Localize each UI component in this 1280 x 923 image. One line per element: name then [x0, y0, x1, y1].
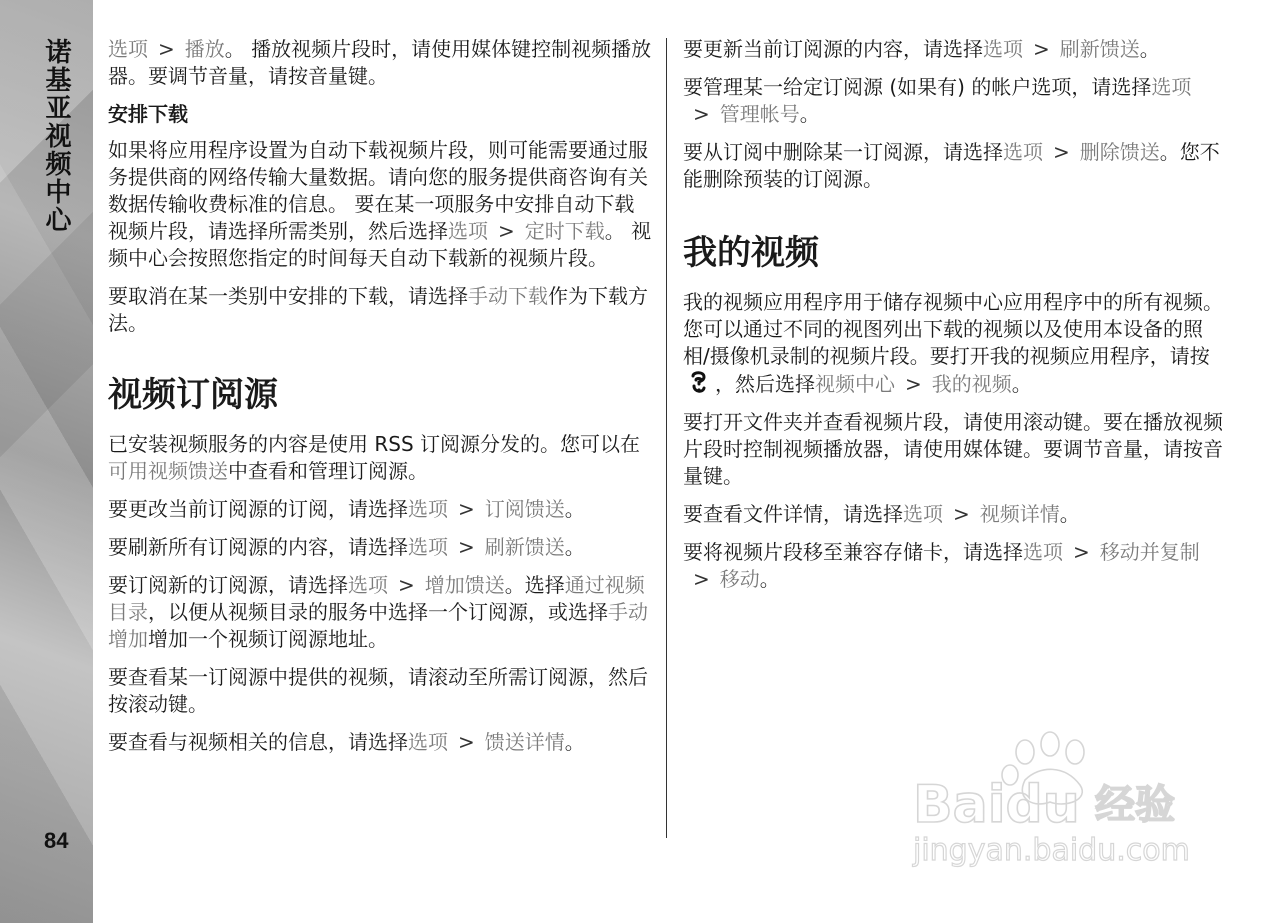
paragraph-text: 。 [799, 102, 820, 126]
menu-path-options: 选项 [408, 497, 448, 521]
menu-path-options: 选项 [448, 219, 488, 243]
paragraph-text: 如果将应用程序设置为自动下载视频片段，则可能需要通过服务提供商的网络传输大量数据。请向您的服务提供商咨询有关数据传输收费标准的信息。 要在某一项服务中安排自动下载视频片段，请选择所需类别，然后选择 [108, 138, 648, 243]
paragraph-text: 。您不能删除预装的订阅源。 [683, 140, 1220, 191]
paragraph-text: 。选择 [504, 573, 565, 597]
path-separator: > [398, 573, 415, 597]
path-separator: > [905, 372, 922, 396]
paragraph-text: 。 [1059, 502, 1080, 526]
sidebar-band [0, 0, 93, 923]
menu-path-available-feeds: 可用视频馈送 [108, 459, 228, 483]
paragraph-text: 已安装视频服务的内容是使用 RSS 订阅源分发的。您可以在 [108, 432, 641, 456]
paragraph-change-subscription [108, 496, 653, 523]
section-heading-schedule: 安排下载 [108, 102, 188, 126]
baidu-watermark [905, 730, 1205, 880]
menu-path-options: 选项 [408, 730, 448, 754]
watermark-url: jingyan.baidu.com [913, 833, 1190, 868]
menu-path-options: 选项 [903, 502, 943, 526]
paragraph-text: 中查看和管理订阅源。 [228, 459, 428, 483]
path-separator: > [1033, 37, 1050, 61]
paragraph-text: 要更新当前订阅源的内容，请选择 [683, 37, 983, 61]
menu-path-my-videos: 我的视频 [931, 372, 1012, 396]
watermark-brand: Baidu [913, 775, 1080, 835]
page-number: 84 [44, 828, 69, 853]
paragraph-text: 。 [564, 535, 585, 559]
paragraph-refresh-all [108, 534, 653, 561]
paragraph-text: 。 视频中心会按照您指定的时间每天自动下载新的视频片段。 [108, 219, 652, 270]
paragraph-update-feed [683, 36, 1228, 63]
paragraph-text: 增加一个视频订阅源地址。 [148, 627, 388, 651]
paragraph-delete-feed [683, 139, 1228, 193]
path-separator: > [953, 502, 970, 526]
paragraph-play [108, 36, 653, 90]
menu-path-options: 选项 [408, 535, 448, 559]
menu-path-options: 选项 [108, 37, 148, 61]
menu-path-delete-feed: 删除馈送 [1079, 140, 1160, 164]
path-separator: > [458, 535, 475, 559]
menu-path-video-center: 视频中心 [815, 372, 895, 396]
paragraph-text: 。 [1011, 372, 1032, 396]
path-separator: > [458, 497, 475, 521]
menu-path-video-details: 视频详情 [979, 502, 1060, 526]
paragraph-text: 。 播放视频片段时，请使用媒体键控制视频播放器。要调节音量，请按音量键。 [108, 37, 652, 88]
menu-path-move: 移动 [719, 567, 760, 591]
paragraph-open-folder: 要打开文件夹并查看视频片段，请使用滚动键。要在播放视频片段时控制视频播放器，请使用媒体键。要调节音量，请按音量键。 [683, 410, 1223, 488]
path-separator: > [158, 37, 175, 61]
path-separator: > [1053, 140, 1070, 164]
paragraph-text: 。 [759, 567, 780, 591]
path-separator: > [693, 567, 710, 591]
section-heading-my-videos: 我的视频 [683, 233, 819, 273]
paragraph-move-to-card [683, 539, 1228, 593]
paragraph-text: 我的视频应用程序用于储存视频中心应用程序中的所有视频。您可以通过不同的视图列出下载的视频以及使用本设备的照相/摄像机录制的视频片段。要打开我的视频应用程序，请按 [683, 290, 1223, 368]
menu-path-options: 选项 [1151, 75, 1192, 99]
paragraph-text: 要查看与视频相关的信息，请选择 [108, 730, 408, 754]
paragraph-my-videos-intro [683, 289, 1228, 398]
menu-path-manual-add: 手动增加 [108, 600, 648, 651]
paragraph-schedule [108, 137, 653, 272]
menu-path-feed-details: 馈送详情 [484, 730, 565, 754]
paragraph-text: 。 [1139, 37, 1160, 61]
left-column [108, 36, 653, 767]
menu-path-play: 播放 [184, 37, 225, 61]
paragraph-video-info [108, 729, 653, 756]
paragraph-text: 要管理某一给定订阅源 (如果有) 的帐户选项，请选择 [683, 75, 1152, 99]
paragraph-text: 要订阅新的订阅源，请选择 [108, 573, 348, 597]
paragraph-text: 要更改当前订阅源的订阅，请选择 [108, 497, 408, 521]
menu-path-subscribe-feed: 订阅馈送 [484, 497, 565, 521]
menu-path-refresh-feed: 刷新馈送 [484, 535, 565, 559]
section-heading-feeds: 视频订阅源 [108, 375, 278, 415]
menu-path-move-copy: 移动并复制 [1099, 540, 1200, 564]
menu-path-options: 选项 [1003, 140, 1043, 164]
paragraph-file-details [683, 501, 1228, 528]
paragraph-text: 作为下载方法。 [108, 284, 648, 335]
menu-path-manage-account: 管理帐号 [719, 102, 800, 126]
menu-path-add-feed: 增加馈送 [424, 573, 505, 597]
paragraph-text: 要将视频片段移至兼容存储卡，请选择 [683, 540, 1023, 564]
path-separator: > [498, 219, 515, 243]
right-column [683, 36, 1228, 604]
paragraph-text: 要取消在某一类别中安排的下载，请选择 [108, 284, 468, 308]
menu-path-refresh-feed: 刷新馈送 [1059, 37, 1140, 61]
paragraph-text: 。 [564, 730, 585, 754]
menu-key-icon [689, 370, 709, 396]
paragraph-text: 要从订阅中删除某一订阅源，请选择 [683, 140, 1003, 164]
watermark-cn: 经验 [1095, 782, 1175, 828]
paragraph-feeds-intro [108, 431, 653, 485]
paragraph-view-feed: 要查看某一订阅源中提供的视频，请滚动至所需订阅源，然后按滚动键。 [108, 665, 648, 716]
paragraph-text: ，以便从视频目录的服务中选择一个订阅源，或选择 [148, 600, 608, 624]
paragraph-add-feed [108, 572, 653, 653]
paragraph-text: ，然后选择 [715, 372, 815, 396]
column-divider [666, 38, 667, 838]
paragraph-cancel-schedule [108, 283, 653, 337]
menu-path-manual-download: 手动下载 [468, 284, 548, 308]
path-separator: > [693, 102, 710, 126]
paragraph-manage-account [683, 74, 1228, 128]
paragraph-text: 要查看文件详情，请选择 [683, 502, 903, 526]
path-separator: > [458, 730, 475, 754]
menu-path-options: 选项 [1023, 540, 1063, 564]
paragraph-text: 要刷新所有订阅源的内容，请选择 [108, 535, 408, 559]
path-separator: > [1073, 540, 1090, 564]
menu-path-options: 选项 [983, 37, 1023, 61]
menu-path-scheduled-download: 定时下载 [524, 219, 605, 243]
chapter-title: 诺基亚视频中心 [41, 38, 71, 234]
menu-path-options: 选项 [348, 573, 388, 597]
menu-path-via-directory: 通过视频目录 [108, 573, 645, 624]
paragraph-text: 。 [564, 497, 585, 521]
